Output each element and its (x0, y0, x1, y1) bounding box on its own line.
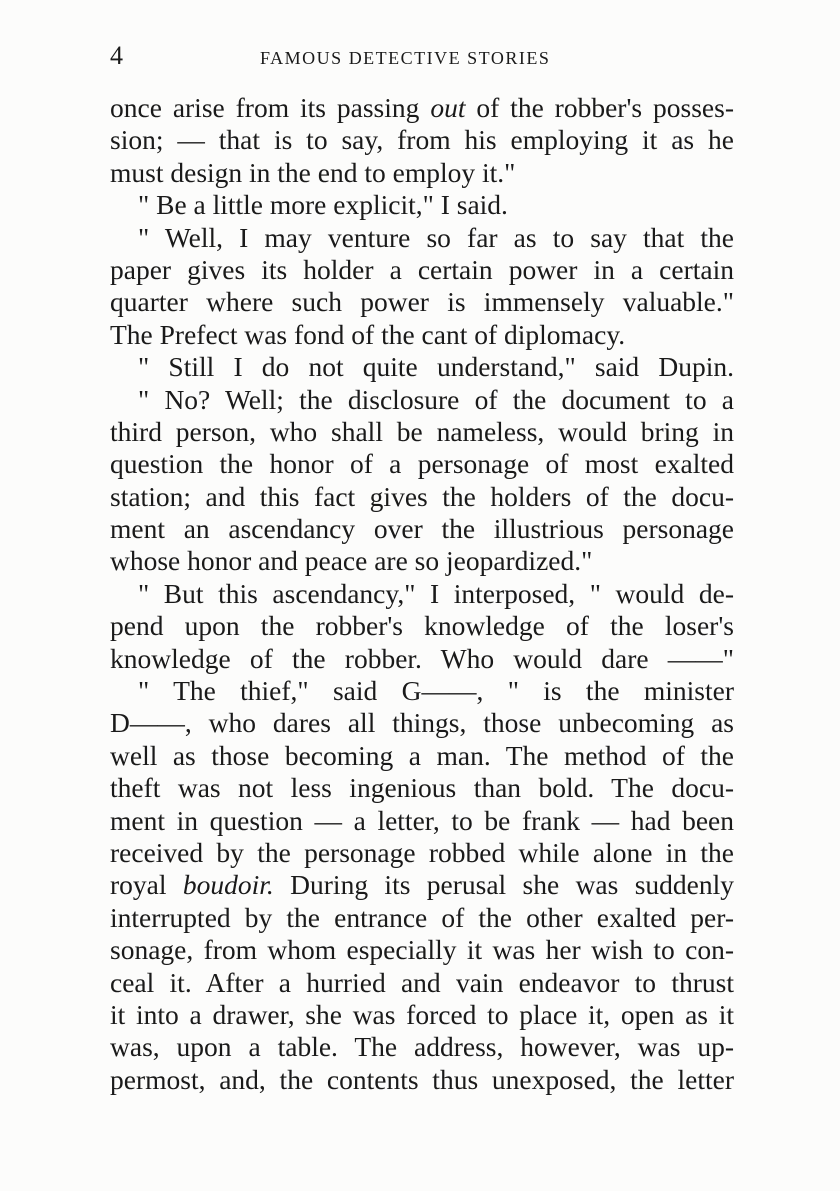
text-line: sonage, from whom especially it was her wish to con- (110, 934, 734, 966)
italic-word: out (430, 92, 466, 123)
text-line: once arise from its passing out of the robber's posses- (110, 92, 734, 123)
text-line: " Well, I may venture so far as to say that the (138, 221, 734, 253)
page-number: 4 (110, 41, 123, 70)
text-line: it into a drawer, she was forced to place it, open as it (110, 998, 734, 1030)
text-line: question the honor of a personage of most exalted (110, 448, 734, 480)
text-line: must design in the end to employ it." (110, 156, 516, 188)
text-line: theft was not less ingenious than bold. The docu- (110, 772, 734, 804)
text-line: permost, and, the contents thus unexposed, the letter (110, 1063, 734, 1095)
running-title: FAMOUS DETECTIVE STORIES (260, 48, 551, 68)
italic-word: boudoir. (182, 869, 274, 901)
text-line: pend upon the robber's knowledge of the loser's (110, 610, 734, 642)
text-line: " No? Well; the disclosure of the document to a (138, 383, 734, 415)
text-line: " Still I do not quite understand," said Dupin. (138, 351, 734, 383)
text-line: quarter where such power is immensely valuable." (110, 286, 734, 318)
text-line: station; and this fact gives the holders of the docu- (110, 480, 734, 512)
text-line: was, upon a table. The address, however, was up- (110, 1031, 734, 1063)
text-line: received by the personage robbed while alone in the (110, 836, 734, 868)
text-line: third person, who shall be nameless, would bring in (110, 415, 734, 447)
text-line: interrupted by the entrance of the other exalted per- (110, 901, 734, 933)
text-line: ment an ascendancy over the illustrious personage (110, 513, 734, 545)
text-line: whose honor and peace are so jeopardized." (110, 545, 593, 577)
text-line: well as those becoming a man. The method of the (110, 739, 734, 771)
text-line: " But this ascendancy," I interposed, " would de- (138, 577, 734, 609)
text-line: sion; — that is to say, from his employing it as he (110, 124, 734, 156)
text-line: ceal it. After a hurried and vain endeavor to thrust (110, 966, 734, 998)
text-line: D——, who dares all things, those unbecoming as (110, 707, 734, 739)
text-line: " Be a little more explicit," I said. (138, 189, 508, 221)
text-line: knowledge of the robber. Who would dare ——" (110, 642, 734, 674)
text-line: royal boudoir. During its perusal she was suddenly (110, 869, 734, 901)
body-text (110, 92, 734, 1096)
text-line: ment in question — a letter, to be frank — had been (110, 804, 734, 836)
text-line: paper gives its holder a certain power in a certain (110, 253, 734, 285)
text-line: " The thief," said G——, " is the minister (138, 675, 734, 707)
text-line: The Prefect was fond of the cant of diplomacy. (110, 318, 626, 350)
page-header (110, 38, 734, 78)
